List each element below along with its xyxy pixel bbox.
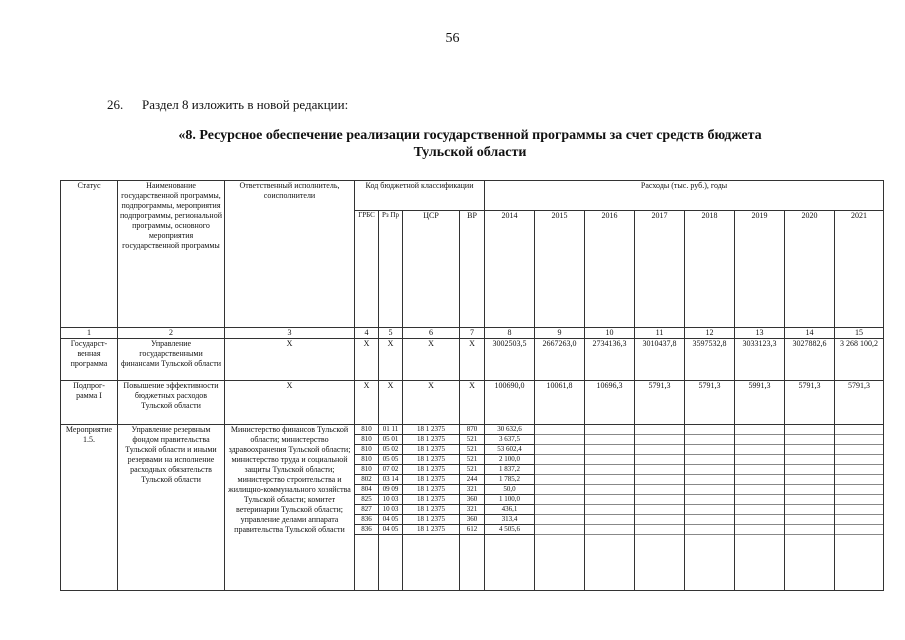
empty-line: [535, 495, 585, 505]
column-number: 9: [535, 328, 585, 339]
empty-line: [835, 465, 884, 475]
measure-vr-cell: [460, 425, 485, 591]
empty-line: [835, 435, 884, 445]
empty-line: [735, 475, 785, 485]
header-year-2016: 2016: [585, 211, 635, 328]
csr-value: 18 1 2375: [403, 505, 460, 515]
vr-value: 870: [460, 425, 485, 435]
header-executor: Ответственный исполнитель, соисполнители: [225, 181, 355, 328]
empty-line: [585, 505, 635, 515]
subprogram-csr: X: [403, 381, 460, 425]
vr-value: 521: [460, 445, 485, 455]
empty-line: [735, 485, 785, 495]
empty-line: [835, 445, 884, 455]
empty-line: [685, 485, 735, 495]
empty-line: [535, 465, 585, 475]
subprogram-value-2017: 5791,3: [635, 381, 685, 425]
header-csr: ЦСР: [403, 211, 460, 328]
amount-2014-value: 436,1: [485, 505, 535, 515]
empty-line: [735, 445, 785, 455]
empty-line: [785, 435, 835, 445]
header-vr: ВР: [460, 211, 485, 328]
grbs-value: 836: [355, 525, 379, 535]
empty-line: [535, 435, 585, 445]
empty-line: [535, 515, 585, 525]
empty-line: [535, 505, 585, 515]
vr-value: 521: [460, 455, 485, 465]
grbs-value: 810: [355, 435, 379, 445]
column-number: 3: [225, 328, 355, 339]
program-status: Государст-венная программа: [61, 339, 118, 381]
empty-line: [685, 525, 735, 535]
empty-line: [785, 475, 835, 485]
empty-line: [635, 505, 685, 515]
rz-pr-value: 04 05: [379, 515, 403, 525]
program-value-2018: 3597532,8: [685, 339, 735, 381]
section-title-line-2: Тульской области: [413, 145, 527, 160]
resource-table: [60, 180, 884, 591]
csr-value: 18 1 2375: [403, 485, 460, 495]
subprogram-status: Подпрог-рамма I: [61, 381, 118, 425]
empty-line: [585, 475, 635, 485]
empty-line: [835, 455, 884, 465]
header-year-2014: 2014: [485, 211, 535, 328]
subprogram-value-2018: 5791,3: [685, 381, 735, 425]
rz-pr-value: 10 03: [379, 495, 403, 505]
empty-line: [585, 515, 635, 525]
empty-line: [735, 495, 785, 505]
section-title-line-1: «8. Ресурсное обеспечение реализации государственной программы за счет средств бюджета: [178, 128, 762, 143]
subprogram-row: [61, 381, 884, 425]
empty-line: [685, 425, 735, 435]
csr-value: 18 1 2375: [403, 515, 460, 525]
empty-line: [685, 435, 735, 445]
amount-2014-value: 1 837,2: [485, 465, 535, 475]
amount-2014-value: 53 602,4: [485, 445, 535, 455]
grbs-value: 802: [355, 475, 379, 485]
empty-line: [635, 425, 685, 435]
empty-line: [735, 435, 785, 445]
vr-value: 521: [460, 465, 485, 475]
empty-line: [685, 445, 735, 455]
program-value-2019: 3033123,3: [735, 339, 785, 381]
empty-line: [585, 525, 635, 535]
header-year-2020: 2020: [785, 211, 835, 328]
empty-line: [635, 515, 685, 525]
measure-executor: Министерство финансов Тульской области; министерство здравоохранения Тульской области; министерство труда и социальной защиты Тульской области; министерство строительства и жилищно-коммунального хозяйства Тульской области; комитет ветеринарии Тульской области; управление делами аппарата правительства Тульской области: [225, 425, 355, 591]
empty-line: [635, 485, 685, 495]
grbs-value: 827: [355, 505, 379, 515]
column-number: 14: [785, 328, 835, 339]
vr-value: 321: [460, 485, 485, 495]
column-number: 12: [685, 328, 735, 339]
measure-value-2021: [835, 425, 884, 591]
subprogram-value-2020: 5791,3: [785, 381, 835, 425]
grbs-value: 810: [355, 455, 379, 465]
empty-line: [785, 445, 835, 455]
program-value-2020: 3027882,6: [785, 339, 835, 381]
csr-value: 18 1 2375: [403, 455, 460, 465]
column-number: 6: [403, 328, 460, 339]
column-number: 2: [118, 328, 225, 339]
subprogram-rz-pr: X: [379, 381, 403, 425]
rz-pr-value: 05 02: [379, 445, 403, 455]
empty-line: [585, 485, 635, 495]
measure-value-2018: [685, 425, 735, 591]
rz-pr-value: 04 05: [379, 525, 403, 535]
rz-pr-value: 03 14: [379, 475, 403, 485]
header-expenses: Расходы (тыс. руб.), годы: [485, 181, 884, 211]
grbs-value: 804: [355, 485, 379, 495]
csr-value: 18 1 2375: [403, 435, 460, 445]
csr-value: 18 1 2375: [403, 465, 460, 475]
program-value-2021: 3 268 100,2: [835, 339, 884, 381]
empty-line: [585, 435, 635, 445]
rz-pr-value: 09 09: [379, 485, 403, 495]
program-csr: X: [403, 339, 460, 381]
amount-2014-value: 3 637,5: [485, 435, 535, 445]
amount-2014-value: 1 785,2: [485, 475, 535, 485]
column-number: 11: [635, 328, 685, 339]
amount-2014-value: 4 505,6: [485, 525, 535, 535]
empty-line: [785, 515, 835, 525]
header-year-2021: 2021: [835, 211, 884, 328]
page-number: 56: [445, 31, 460, 46]
csr-value: 18 1 2375: [403, 425, 460, 435]
column-number: 4: [355, 328, 379, 339]
program-value-2015: 2667263,0: [535, 339, 585, 381]
empty-line: [535, 455, 585, 465]
empty-line: [835, 495, 884, 505]
empty-line: [635, 445, 685, 455]
empty-line: [785, 505, 835, 515]
csr-value: 18 1 2375: [403, 445, 460, 455]
empty-line: [585, 425, 635, 435]
measure-row: [61, 425, 884, 591]
measure-value-2017: [635, 425, 685, 591]
empty-line: [685, 475, 735, 485]
empty-line: [635, 475, 685, 485]
header-rz-pr: Рз Пр: [379, 211, 403, 328]
program-value-2014: 3002503,5: [485, 339, 535, 381]
item-text: Раздел 8 изложить в новой редакции:: [142, 97, 349, 112]
subprogram-value-2019: 5991,3: [735, 381, 785, 425]
program-value-2017: 3010437,8: [635, 339, 685, 381]
empty-line: [835, 515, 884, 525]
rz-pr-value: 07 02: [379, 465, 403, 475]
subprogram-name: Повышение эффективности бюджетных расходов Тульской области: [118, 381, 225, 425]
empty-line: [685, 505, 735, 515]
empty-line: [535, 425, 585, 435]
column-number: 7: [460, 328, 485, 339]
empty-line: [835, 425, 884, 435]
grbs-value: 810: [355, 465, 379, 475]
empty-line: [685, 455, 735, 465]
measure-status: Мероприятие 1.5.: [61, 425, 118, 591]
amount-2014-value: 50,0: [485, 485, 535, 495]
empty-line: [535, 485, 585, 495]
empty-line: [585, 445, 635, 455]
header-year-2018: 2018: [685, 211, 735, 328]
empty-line: [735, 455, 785, 465]
csr-value: 18 1 2375: [403, 475, 460, 485]
program-rz-pr: X: [379, 339, 403, 381]
empty-line: [785, 425, 835, 435]
measure-name: Управление резервным фондом правительства Тульской области и иными резервами на исполнение расходных обязательств Тульской области: [118, 425, 225, 591]
amount-2014-value: 30 632,6: [485, 425, 535, 435]
vr-value: 360: [460, 495, 485, 505]
empty-line: [785, 455, 835, 465]
empty-line: [635, 455, 685, 465]
empty-line: [835, 475, 884, 485]
empty-line: [785, 525, 835, 535]
program-name: Управление государственными финансами Тульской области: [118, 339, 225, 381]
subprogram-executor: X: [225, 381, 355, 425]
program-executor: X: [225, 339, 355, 381]
subprogram-value-2016: 10696,3: [585, 381, 635, 425]
empty-line: [585, 455, 635, 465]
header-year-2017: 2017: [635, 211, 685, 328]
empty-line: [735, 465, 785, 475]
section-title: [120, 127, 820, 161]
program-grbs: X: [355, 339, 379, 381]
program-row: [61, 339, 884, 381]
header-row-1: [61, 181, 884, 211]
header-year-2015: 2015: [535, 211, 585, 328]
column-number: 5: [379, 328, 403, 339]
column-number: 15: [835, 328, 884, 339]
empty-line: [835, 485, 884, 495]
grbs-value: 810: [355, 445, 379, 455]
grbs-value: 810: [355, 425, 379, 435]
empty-line: [635, 525, 685, 535]
vr-value: 321: [460, 505, 485, 515]
empty-line: [785, 485, 835, 495]
grbs-value: 825: [355, 495, 379, 505]
column-number: 13: [735, 328, 785, 339]
amount-2014-value: 2 100,0: [485, 455, 535, 465]
empty-line: [585, 495, 635, 505]
empty-line: [635, 495, 685, 505]
empty-line: [535, 475, 585, 485]
column-number-row: [61, 328, 884, 339]
empty-line: [585, 465, 635, 475]
empty-line: [735, 425, 785, 435]
empty-line: [735, 505, 785, 515]
grbs-value: 836: [355, 515, 379, 525]
empty-line: [735, 515, 785, 525]
header-name: Наименование государственной программы, подпрограммы, мероприятия подпрограммы, региональной программы, основного мероприятия государственной программы: [118, 181, 225, 328]
empty-line: [535, 525, 585, 535]
measure-csr-cell: [403, 425, 460, 591]
empty-line: [685, 465, 735, 475]
rz-pr-value: 05 05: [379, 455, 403, 465]
empty-line: [535, 445, 585, 455]
header-budget-code: Код бюджетной классификации: [355, 181, 485, 211]
vr-value: 360: [460, 515, 485, 525]
subprogram-value-2021: 5791,3: [835, 381, 884, 425]
measure-value-2019: [735, 425, 785, 591]
amount-2014-value: 1 100,0: [485, 495, 535, 505]
measure-value-2015: [535, 425, 585, 591]
empty-line: [785, 495, 835, 505]
vr-value: 612: [460, 525, 485, 535]
subprogram-value-2015: 10061,8: [535, 381, 585, 425]
empty-line: [785, 465, 835, 475]
csr-value: 18 1 2375: [403, 525, 460, 535]
rz-pr-value: 01 11: [379, 425, 403, 435]
rz-pr-value: 10 03: [379, 505, 403, 515]
column-number: 10: [585, 328, 635, 339]
measure-value-2016: [585, 425, 635, 591]
subprogram-grbs: X: [355, 381, 379, 425]
empty-line: [635, 435, 685, 445]
csr-value: 18 1 2375: [403, 495, 460, 505]
vr-value: 521: [460, 435, 485, 445]
column-number: 8: [485, 328, 535, 339]
measure-amount-2014-cell: [485, 425, 535, 591]
header-status: Статус: [61, 181, 118, 328]
amount-2014-value: 313,4: [485, 515, 535, 525]
program-vr: X: [460, 339, 485, 381]
subprogram-vr: X: [460, 381, 485, 425]
subprogram-value-2014: 100690,0: [485, 381, 535, 425]
measure-rz-pr-cell: [379, 425, 403, 591]
vr-value: 244: [460, 475, 485, 485]
empty-line: [735, 525, 785, 535]
measure-value-2020: [785, 425, 835, 591]
measure-grbs-cell: [355, 425, 379, 591]
empty-line: [835, 505, 884, 515]
header-year-2019: 2019: [735, 211, 785, 328]
empty-line: [635, 465, 685, 475]
item-number: 26.: [107, 97, 124, 112]
header-grbs: ГРБС: [355, 211, 379, 328]
empty-line: [835, 525, 884, 535]
rz-pr-value: 05 01: [379, 435, 403, 445]
program-value-2016: 2734136,3: [585, 339, 635, 381]
empty-line: [685, 515, 735, 525]
column-number: 1: [61, 328, 118, 339]
empty-line: [685, 495, 735, 505]
